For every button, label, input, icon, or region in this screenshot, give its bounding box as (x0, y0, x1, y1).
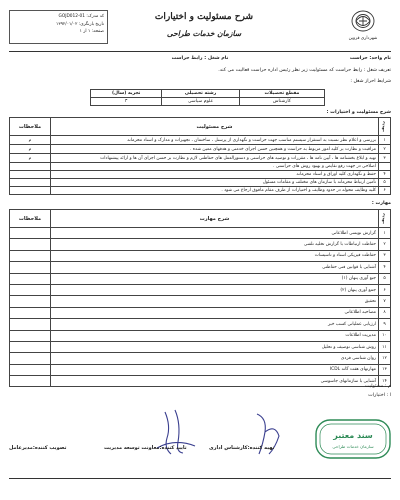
table-row: ۳ تهیه و ابلاغ بخشنامه ها ، آیین نامه ها ، مقررات و توصیه های حراستی و دستورالعمل های حفاظتی لازم و نظارت بر حسن اجرای آن ها و ارائه پیشنهادات م (10, 154, 391, 163)
table-row: اصلاحی در جهت رفع نقایص و بهبود روش های حراستی . (10, 163, 391, 171)
requirements-table (90, 89, 325, 106)
table-row: ۱۴ آشنایی با سازمانهای جاسوسی (10, 376, 391, 387)
table-row: ۱ گزارش نویسی اطلاعاتی (10, 228, 391, 239)
footnote-responsibility: م : مسئولیت (364, 384, 391, 389)
skills-label: مهارت : (371, 201, 391, 206)
page-number: صفحه: ۱ از ۱ (79, 29, 104, 35)
req-education-value: کارشناس (239, 98, 324, 106)
req-field-value: علوم سیاسی (162, 98, 240, 106)
table-row: ۲ مراقبت و نظارت بر کلیه امور مربوط به حراست و همچنین حسن اجرای خدمتی و هدفهای معین شده . م (10, 145, 391, 154)
table-row: ۶ کلیه وظایف محوله در حدود وظایف و اختیارات از طرف مقام مافوق ارجاع می شود . (10, 187, 391, 195)
job-title: نام شغل : رابط حراست (171, 56, 229, 61)
table-row: ۱۲ روان شناسی فردی (10, 353, 391, 364)
unit-name: نام واحد: حراست (349, 56, 391, 61)
document-subtitle: سازمان خدمات طراحی (166, 29, 242, 38)
table-row: ۱۱ روش شناسی توصیف و تحلیل (10, 341, 391, 352)
resp-header-desc: شرح مسئولیت (51, 118, 379, 136)
responsibilities-label: شرح مسئولیت و اختیارات : (326, 110, 391, 115)
skills-header-row: ردیف (379, 210, 391, 228)
resp-header-notes: ملاحظات (10, 118, 51, 136)
footnote-authority: ا : اختیارات (368, 393, 391, 398)
table-row: ۷ تحقیق (10, 296, 391, 307)
preparer-label: تهیه کننده:کارشناس اداری (209, 445, 275, 451)
header-divider (9, 51, 391, 52)
table-row: ۲ حفاظت ارتباطات با گزارش تخلیه تلفنی (10, 239, 391, 250)
approver-label: تصویب کننده:مدیرعامل (9, 445, 67, 451)
table-row: ۵ جنع آوری پنهان (۱) (10, 273, 391, 284)
table-row: ۱۰ مدیریت اطلاعات (10, 330, 391, 341)
svg-text:سازمان خدمات طراحی: سازمان خدمات طراحی (332, 444, 374, 449)
footer-divider (9, 478, 391, 479)
skills-header-desc: شرح مهارت (51, 210, 379, 228)
table-row: ۴ آشنایی با قوانین فنی حفاظتی (10, 262, 391, 273)
skills-table (9, 209, 391, 387)
table-row: ۶ جمع آوری پنهان (۲) (10, 284, 391, 295)
revision-date: تاریخ بازنگری: ۱۳۹۲/۰۱/۰۲ (56, 21, 104, 27)
confirmer-label: تایید کننده:معاونت توسعه مدیریت (104, 445, 187, 451)
table-row: ۳ حفاظت فیزیکی اسناد و تاسیسات (10, 250, 391, 261)
table-row: ۱۳ مهارتهای هفت گانه ICDL (10, 364, 391, 375)
svg-text:سند معتبر: سند معتبر (333, 431, 373, 440)
job-definition: تعریف شغل : رابط حراست که مسئولیت زیر نظر رئیس اداره حراست فعالیت می کند. (218, 68, 391, 73)
document-header (9, 8, 391, 50)
document-info-box (9, 10, 108, 44)
skills-header-notes: ملاحظات (10, 210, 51, 228)
resp-header-row: ردیف (379, 118, 391, 136)
document-title: شرح مسئولیت و اختیارات (154, 12, 254, 22)
requirements-label: شرایط احراز شغل : (350, 79, 391, 84)
req-header-field: رشته تحصیلی (162, 90, 240, 98)
table-row: ۹ ارزیابی عملیاتی کسب خبر (10, 319, 391, 330)
responsibilities-table (9, 117, 391, 195)
req-header-education: مقطع تحصیلات (239, 90, 324, 98)
document-code: کد مدرک: GOJD012-01 (58, 14, 104, 19)
req-experience-value: ۳ (91, 98, 162, 106)
organization-name: شهرداری قزوین (348, 36, 378, 41)
table-row: ۱ بررسی و اعلام نظر نسبت به استقرار سیستم مناسب جهت حراست و نگهداری از پرسنل ، ساختمان ، تجهیزات و مدارک و اسناد محرمانه م (10, 136, 391, 145)
table-row: ۵ تأمین ارتباط محرمانه با سازمان های مختلف و مقامات مسئول (10, 179, 391, 187)
table-row: ۴ حفظ و نگهداری کلیه اوراق و اسناد محرمانه (10, 171, 391, 179)
table-row: ۸ مصاحبه اطلاعاتی (10, 307, 391, 318)
organization-logo-icon (347, 10, 379, 34)
signature-row (9, 445, 391, 457)
req-header-experience: تجربه (سال) (91, 90, 162, 98)
